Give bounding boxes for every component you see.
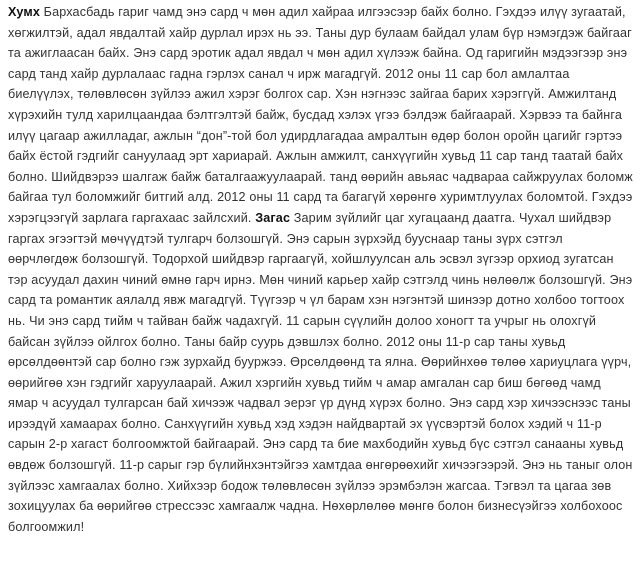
horoscope-article (8, 2, 634, 537)
pisces-text: Зарим зүйлийг цаг хугацаанд даатга. Чухал шийдвэр гаргах эгээгтэй мөчүүдтэй тулгарч болзошгүй. Энэ сарын зүрхэйд бууснаар таны зүрх сэтгэл өөрчлөгдөж болзошгүй. Тодорхой шийдвэр гаргаагүй, хойшлуулсан аль эсвэл зүгээр орхиод зугатсан тэр асуудал дахин чиний өмнө гарч ирнэ. Мөн чиний карьер хайр сэтгэлд чинь нөлөөлж болзошгүй. Энэ сард та романтик аялалд явж магадгүй. Түүгээр ч үл барам хэн нэгэнтэй шинээр дотно холбоо тогтоох нь. Чи энэ сард тийм ч тайван байж чадахгүй. 11 сарын сүүлийн долоо хоногт та учрыг нь олохгүй байсан зүйлээ ойлгох болно. Таны байр суурь дэвшлэх болно. 2012 оны 11-р сар таны хувьд өрсөлдөөнтэй сар болно гэж зурхайд бууржээ. Өрсөлдөөнд та ялна. Өөрийнхөө төлөө хариуцлага үүрч, өөрийгөө хэн гэдгийг харуулаарай. Ажил хэргийн хувьд тийм ч амар амгалан сар биш бөгөөд чамд ямар ч асуудал тулгарсан бай хичээж чадвал эерэг үр дүнд хүрэх болно. Энэ сард хэр хичээснээс таны ирээдүй хамаарах болно. Санхүүгийн хувьд хэд хэдэн найдвартай эх үүсвэртэй болох хэдий ч 11-р сарын 2-р хагаст болгоомжтой байгаарай. Энэ сард та бие махбодийн хувьд бүс сэтгэл санааны хувьд өвдөж болзошгүй. 11-р сарыг гэр бүлийнхэнтэйгээ хамтдаа өнгөрөөхийг хичээгээрэй. Энэ нь таныг олон зүйлээс хамгаалах болно. Хийхээр бодож төлөвлөсөн зүйлээ эрэмбэлэн жагсаа. Тэгвэл та цагаа зөв зохицуулах ба өөрийгөө стрессээс хамгаалж чадна. Нөхөрлөлөө мөнгө болон бизнесүэйгээ холбохоос болгоомжил! (8, 210, 633, 534)
sign-label-aquarius: Хумх (8, 5, 40, 19)
aquarius-text: Бархасбадь гариг чамд энэ сард ч мөн адил хайраа илгээсээр байх болно. Гэхдээ илүү зугаатай, хөгжилтэй, адал явдалтай хайр дурлал ирэх нь ээ. Таны дур булаам байдал улам бүр нэмэгдэж байгааг та ажиглаасан байх. Энэ сард эротик адал явдал ч мөн адил хүлээж байна. Од гаригийн мэдээгээр энэ сард танд хайр дурлалаас гадна гэрлэх санал ч ирж магадгүй. 2012 оны 11 сар бол амлалтаа биелүүлэх, төлөвлөсөн зүйлээ ажил хэрэг болгох сар. Хэн нэгнээс зайгаа барих хэрэггүй. Амжилтанд хүрэхийн тулд харилцаандаа бэлтгэлтэй байж, бусдад хэлэх үгээ бэлдэж байгаарай. Хэрвээ та байнга илүү цагаар ажилладаг, ажлын “дон”-той бол удирдлагадаа амралтын өдөр болон оройн цагийг гэртээ байх ёстой гэдгийг сануулаад эрт хариарай. Ажлын амжилт, санхүүгийн хувьд 11 сар танд таатай байх болно. Шийдвэрээ шалгаж байж баталгаажуулаарай. танд өөрийн авьяас чадвараа сайжруулах боломж байгаа тул боломжийг битгий алд. 2012 оны 11 сард та багагүй хөрөнгө хуримтлуулах боломтой. Гэхдээ хэрэгцээгүй зарлага гаргахаас зайлсхий. (8, 5, 633, 225)
sign-label-pisces: Загас (255, 210, 291, 225)
horoscope-paragraph (8, 2, 634, 537)
